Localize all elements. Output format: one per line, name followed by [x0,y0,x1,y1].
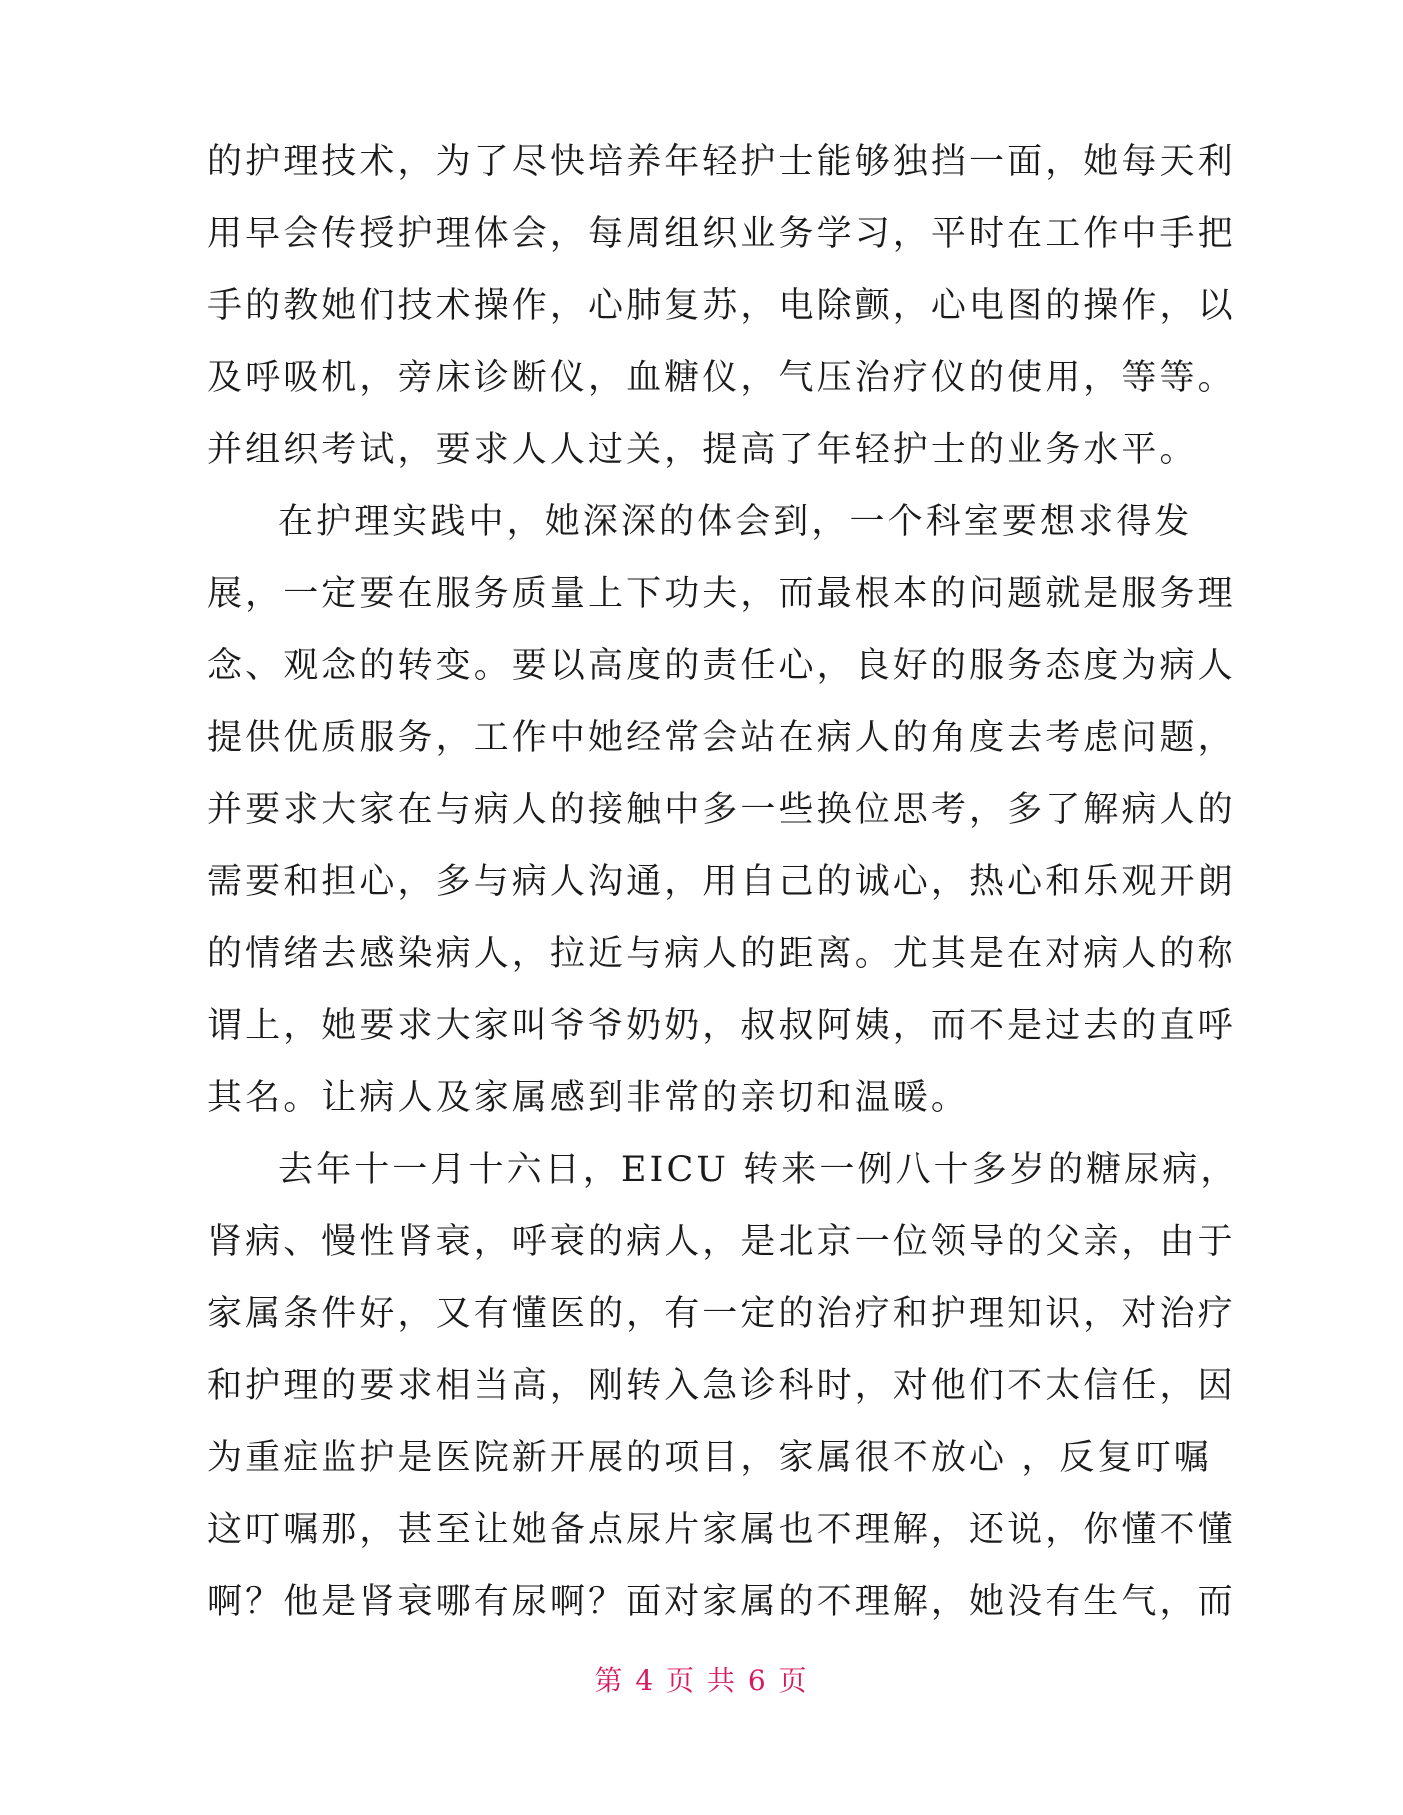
text-line: 需要和担心，多与病人沟通，用自己的诚心，热心和乐观开朗 [207,862,1236,902]
text-line: 念、观念的转变。要以高度的责任心，良好的服务态度为病人 [207,646,1236,686]
text-line: 的情绪去感染病人，拉近与病人的距离。尤其是在对病人的称 [207,934,1236,974]
text-line: 展，一定要在服务质量上下功夫，而最根本的问题就是服务理 [207,574,1236,614]
text-line: 并组织考试，要求人人过关，提高了年轻护士的业务水平。 [207,430,1198,470]
text-line: 其名。让病人及家属感到非常的亲切和温暖。 [207,1078,970,1118]
text-line: 提供优质服务，工作中她经常会站在病人的角度去考虑问题， [207,718,1236,758]
text-line: 这叮嘱那，甚至让她备点尿片家属也不理解，还说，你懂不懂 [207,1510,1236,1550]
text-line: 家属条件好，又有懂医的，有一定的治疗和护理知识，对治疗 [207,1294,1236,1334]
text-line: 并要求大家在与病人的接触中多一些换位思考，多了解病人的 [207,790,1236,830]
text-line: 的护理技术，为了尽快培养年轻护士能够独挡一面，她每天利 [207,142,1236,182]
paragraph-first-line: 在护理实践中，她深深的体会到，一个科室要想求得发 [278,502,1193,542]
text-line: 用早会传授护理体会，每周组织业务学习，平时在工作中手把 [207,214,1236,254]
text-line: 及呼吸机，旁床诊断仪，血糖仪，气压治疗仪的使用，等等。 [207,358,1236,398]
text-line: 和护理的要求相当高，刚转入急诊科时，对他们不太信任，因 [207,1366,1236,1406]
text-line: 手的教她们技术操作，心肺复苏，电除颤，心电图的操作，以 [207,286,1236,326]
text-line: 谓上，她要求大家叫爷爷奶奶，叔叔阿姨，而不是过去的直呼 [207,1006,1236,1046]
paragraph-first-line: 去年十一月十六日，EICU 转来一例八十多岁的糖尿病， [278,1150,1239,1190]
body-text [207,126,1239,1638]
page-number-footer: 第 4 页 共 6 页 [594,1664,809,1697]
text-line: 为重症监护是医院新开展的项目，家属很不放心 ，反复叮嘱 [207,1438,1212,1478]
text-line: 肾病、慢性肾衰，呼衰的病人，是北京一位领导的父亲，由于 [207,1222,1236,1262]
text-line: 啊？他是肾衰哪有尿啊？面对家属的不理解，她没有生气，而 [207,1582,1236,1622]
